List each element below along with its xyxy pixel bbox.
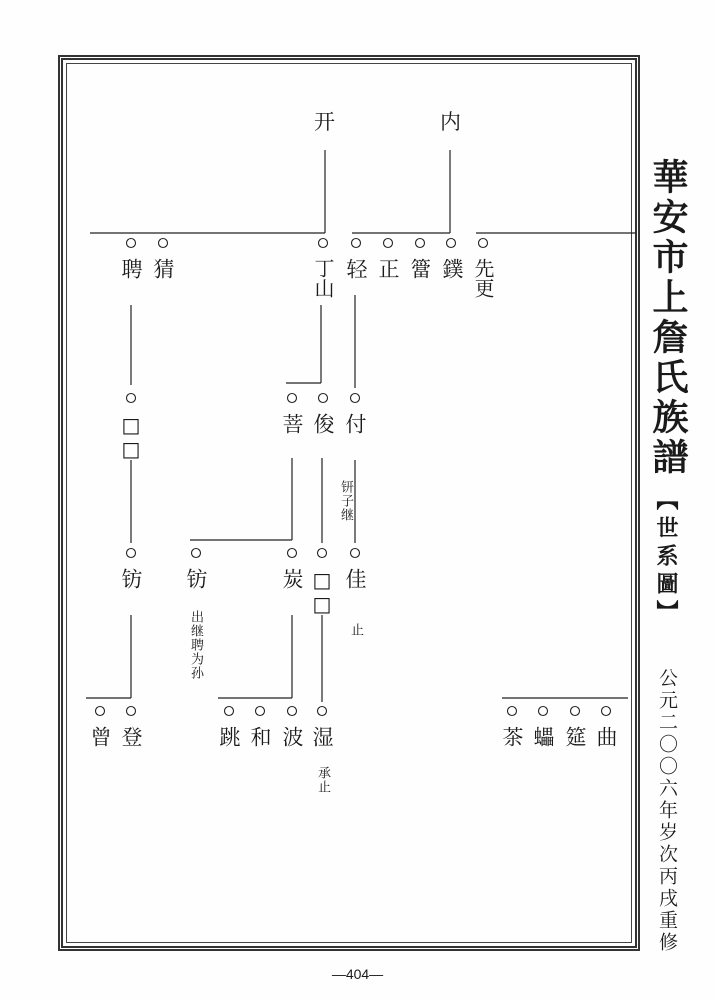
name-deng: 登: [119, 726, 143, 750]
name-xian: 先更: [471, 258, 495, 298]
note-fu: 钘子继: [338, 480, 353, 522]
name-dang: 簹: [408, 258, 432, 282]
name-jing: 猜: [151, 258, 175, 282]
note-shi: 承止: [315, 766, 330, 794]
name-jia: 佳: [343, 568, 367, 592]
name-xian-2: 筵: [563, 726, 587, 750]
name-tan: 炭: [280, 568, 304, 592]
name-ding: 丁山: [311, 258, 335, 298]
page-number: —404—: [331, 966, 384, 982]
name-ban: 鏷: [440, 258, 464, 282]
name-cha: 茶: [500, 726, 524, 750]
revision-date: 公元二〇〇六年岁次丙戌重修: [656, 668, 678, 954]
name-qing: 轻: [344, 258, 368, 282]
name-pu: 菩: [280, 413, 304, 437]
name-bo: 波: [280, 726, 304, 750]
name-unknown-2: □□: [310, 568, 334, 616]
name-jun: 俊: [311, 413, 335, 437]
name-zheng: 正: [376, 258, 400, 282]
name-luo: 蠝: [531, 726, 555, 750]
name-shi: 湿: [310, 726, 334, 750]
note-fang-2: 出继聘为孙: [188, 610, 203, 680]
name-qu: 曲: [594, 726, 618, 750]
name-pin: 聘: [119, 258, 143, 282]
name-he: 和: [248, 726, 272, 750]
section-heading: 【世系圖】: [653, 488, 679, 628]
book-title: 華安市上詹氏族譜: [647, 158, 689, 478]
name-fang-2: 钫: [184, 568, 208, 592]
note-jia: 止: [348, 623, 363, 637]
name-fu: 付: [343, 413, 367, 437]
name-tiao: 跳: [217, 726, 241, 750]
branch-label-left: 开: [314, 110, 335, 134]
name-unknown-1: □□: [119, 413, 143, 461]
name-fang-1: 钫: [119, 568, 143, 592]
branch-label-right: 内: [440, 110, 461, 134]
name-zeng: 曾: [88, 726, 112, 750]
